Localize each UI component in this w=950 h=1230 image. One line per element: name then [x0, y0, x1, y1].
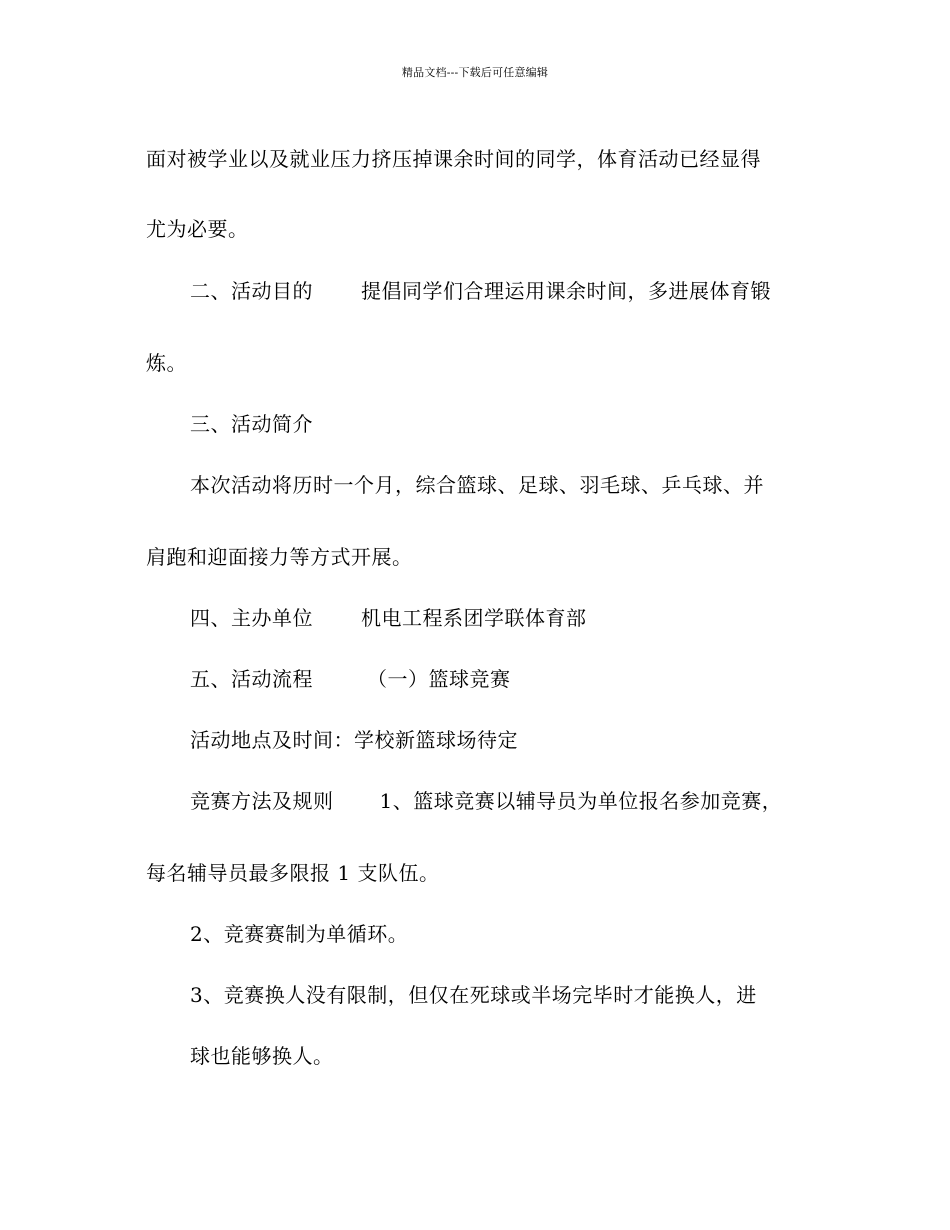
paragraph-line: 尤为必要。: [146, 217, 249, 241]
section-heading-label: 五、活动流程: [190, 667, 313, 691]
paragraph-line: 面对被学业以及就业压力挤压掉课余时间的同学，体育活动已经显得: [146, 147, 761, 171]
paragraph-text: 提倡同学们合理运用课余时间，多进展体育锻: [361, 279, 771, 303]
paragraph-line: 肩跑和迎面接力等方式开展。: [146, 545, 413, 569]
paragraph-line: 本次活动将历时一个月，综合篮球、足球、羽毛球、乒乓球、并: [190, 473, 764, 497]
paragraph-line: 每名辅导员最多限报 1 支队伍。: [146, 861, 440, 885]
paragraph-line: 球也能够换人。: [190, 1044, 334, 1068]
paragraph-line: 活动地点及时间：学校新篮球场待定: [190, 728, 518, 752]
section-heading-process: [190, 666, 511, 692]
paragraph-line: 炼。: [146, 351, 187, 375]
page-header: 精品文档---下载后可任意编辑: [401, 66, 549, 79]
paragraph-line: 2、竞赛赛制为单循环。: [190, 922, 409, 946]
section-heading-label: 竞赛方法及规则: [190, 789, 334, 813]
rules-heading: [190, 788, 782, 814]
section-heading-purpose: [190, 278, 771, 304]
section-heading-label: 二、活动目的: [190, 279, 313, 303]
paragraph-text: 1、篮球竞赛以辅导员为单位报名参加竞赛，: [379, 789, 783, 813]
section-heading-organizer: [190, 605, 587, 631]
section-heading-intro: 三、活动简介: [190, 412, 313, 436]
paragraph-text: 机电工程系团学联体育部: [361, 606, 587, 630]
paragraph-line: 3、竞赛换人没有限制，但仅在死球或半场完毕时才能换人，进: [190, 983, 757, 1007]
section-heading-label: 四、主办单位: [190, 606, 313, 630]
subsection-heading: （一）篮球竞赛: [367, 667, 511, 691]
